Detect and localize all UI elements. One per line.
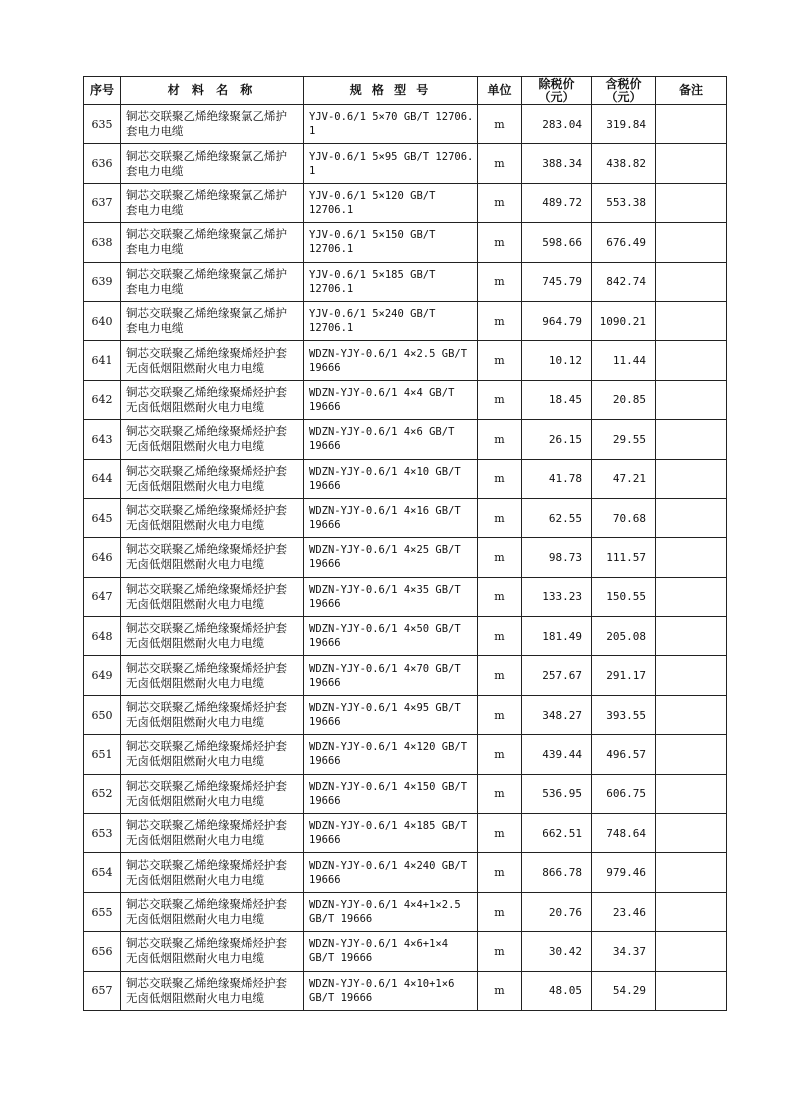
price-ex-tax: 20.76 bbox=[522, 892, 592, 931]
material-name-line: 套电力电缆 bbox=[126, 321, 184, 336]
row-number: 635 bbox=[84, 105, 121, 144]
row-number: 647 bbox=[84, 577, 121, 616]
table-row bbox=[84, 932, 727, 971]
price-inc-tax: 11.44 bbox=[592, 341, 656, 380]
row-number: 652 bbox=[84, 774, 121, 813]
spec-model-line: 19666 bbox=[309, 597, 341, 610]
row-number: 646 bbox=[84, 538, 121, 577]
spec-model-line: 19666 bbox=[309, 519, 341, 532]
spec-model-line: GB/T 19666 bbox=[309, 913, 373, 925]
note bbox=[656, 577, 727, 616]
unit: m bbox=[478, 262, 522, 301]
note bbox=[656, 853, 727, 892]
material-name bbox=[121, 183, 304, 222]
table-row bbox=[84, 853, 727, 892]
unit: m bbox=[478, 853, 522, 892]
table-row bbox=[84, 892, 727, 931]
spec-model-line: 19666 bbox=[309, 558, 341, 571]
material-name-line: 铜芯交联聚乙烯绝缘聚烯烃护套 bbox=[126, 503, 287, 518]
note bbox=[656, 380, 727, 419]
row-number: 653 bbox=[84, 814, 121, 853]
price-table bbox=[83, 76, 727, 1011]
price-ex-tax: 181.49 bbox=[522, 617, 592, 656]
spec-model-line: 12706.1 bbox=[309, 243, 354, 256]
material-name bbox=[121, 735, 304, 774]
material-name bbox=[121, 301, 304, 340]
material-name-line: 铜芯交联聚乙烯绝缘聚氯乙烯护 bbox=[126, 187, 287, 202]
note bbox=[656, 892, 727, 931]
table-row bbox=[84, 498, 727, 537]
price-ex-tax: 48.05 bbox=[522, 971, 592, 1010]
material-name-line: 无卤低烟阻燃耐火电力电缆 bbox=[126, 360, 264, 375]
spec-model-line: WDZN-YJY-0.6/1 4×70 GB/T bbox=[309, 662, 461, 675]
spec-model-line: 19666 bbox=[309, 755, 341, 768]
row-number: 655 bbox=[84, 892, 121, 931]
table-row bbox=[84, 971, 727, 1010]
material-name bbox=[121, 617, 304, 656]
price-ex-tax: 10.12 bbox=[522, 341, 592, 380]
spec-model-line: 19666 bbox=[309, 794, 341, 807]
unit: m bbox=[478, 774, 522, 813]
row-number: 651 bbox=[84, 735, 121, 774]
unit: m bbox=[478, 301, 522, 340]
price-ex-tax: 964.79 bbox=[522, 301, 592, 340]
material-name-line: 套电力电缆 bbox=[126, 202, 184, 217]
material-name-line: 铜芯交联聚乙烯绝缘聚烯烃护套 bbox=[126, 857, 287, 872]
price-ex-tax: 283.04 bbox=[522, 105, 592, 144]
row-number: 636 bbox=[84, 144, 121, 183]
table-row bbox=[84, 459, 727, 498]
material-name-line: 无卤低烟阻燃耐火电力电缆 bbox=[126, 636, 264, 651]
note bbox=[656, 695, 727, 734]
unit: m bbox=[478, 498, 522, 537]
note bbox=[656, 498, 727, 537]
table-row bbox=[84, 420, 727, 459]
unit: m bbox=[478, 695, 522, 734]
material-name-line: 无卤低烟阻燃耐火电力电缆 bbox=[126, 557, 264, 572]
spec-model bbox=[304, 262, 478, 301]
material-name-line: 铜芯交联聚乙烯绝缘聚烯烃护套 bbox=[126, 818, 287, 833]
price-inc-tax: 70.68 bbox=[592, 498, 656, 537]
spec-model-line: GB/T 19666 bbox=[309, 952, 373, 965]
material-name-line: 无卤低烟阻燃耐火电力电缆 bbox=[126, 833, 264, 848]
material-name-line: 铜芯交联聚乙烯绝缘聚氯乙烯护 bbox=[126, 227, 287, 242]
material-name-line: 铜芯交联聚乙烯绝缘聚烯烃护套 bbox=[126, 424, 287, 439]
material-name-line: 套电力电缆 bbox=[126, 163, 184, 178]
table-body bbox=[84, 105, 727, 1011]
header-no: 序号 bbox=[84, 77, 121, 105]
spec-model-line: WDZN-YJY-0.6/1 4×6+1×4 bbox=[309, 938, 449, 951]
material-name bbox=[121, 420, 304, 459]
note bbox=[656, 341, 727, 380]
material-name-line: 铜芯交联聚乙烯绝缘聚烯烃护套 bbox=[126, 975, 287, 990]
spec-model-line: WDZN-YJY-0.6/1 4×120 GB/T bbox=[309, 741, 468, 754]
material-name-line: 铜芯交联聚乙烯绝缘聚烯烃护套 bbox=[126, 581, 287, 596]
material-name bbox=[121, 105, 304, 144]
price-inc-tax: 1090.21 bbox=[592, 301, 656, 340]
price-inc-tax: 496.57 bbox=[592, 735, 656, 774]
price-ex-tax: 98.73 bbox=[522, 538, 592, 577]
material-name-line: 无卤低烟阻燃耐火电力电缆 bbox=[126, 478, 264, 493]
material-name bbox=[121, 774, 304, 813]
spec-model bbox=[304, 498, 478, 537]
price-ex-tax: 41.78 bbox=[522, 459, 592, 498]
spec-model bbox=[304, 735, 478, 774]
spec-model-line: 19666 bbox=[309, 479, 341, 492]
price-inc-tax: 54.29 bbox=[592, 971, 656, 1010]
material-name-line: 无卤低烟阻燃耐火电力电缆 bbox=[126, 872, 264, 887]
material-name-line: 无卤低烟阻燃耐火电力电缆 bbox=[126, 793, 264, 808]
unit: m bbox=[478, 617, 522, 656]
price-inc-tax: 47.21 bbox=[592, 459, 656, 498]
price-ex-tax: 866.78 bbox=[522, 853, 592, 892]
material-name bbox=[121, 932, 304, 971]
row-number: 645 bbox=[84, 498, 121, 537]
price-ex-tax: 348.27 bbox=[522, 695, 592, 734]
price-inc-tax: 748.64 bbox=[592, 814, 656, 853]
spec-model-line: WDZN-YJY-0.6/1 4×10+1×6 bbox=[309, 977, 455, 990]
price-ex-tax: 133.23 bbox=[522, 577, 592, 616]
material-name-line: 无卤低烟阻燃耐火电力电缆 bbox=[126, 715, 264, 730]
price-inc-tax: 291.17 bbox=[592, 656, 656, 695]
spec-model-line: 19666 bbox=[309, 361, 341, 374]
note bbox=[656, 183, 727, 222]
unit: m bbox=[478, 341, 522, 380]
row-number: 640 bbox=[84, 301, 121, 340]
material-name-line: 铜芯交联聚乙烯绝缘聚烯烃护套 bbox=[126, 384, 287, 399]
row-number: 637 bbox=[84, 183, 121, 222]
material-name bbox=[121, 498, 304, 537]
unit: m bbox=[478, 380, 522, 419]
material-name-line: 铜芯交联聚乙烯绝缘聚烯烃护套 bbox=[126, 345, 287, 360]
header-price-ex-tax-line2: （元） bbox=[538, 89, 575, 104]
price-inc-tax: 111.57 bbox=[592, 538, 656, 577]
price-inc-tax: 606.75 bbox=[592, 774, 656, 813]
row-number: 650 bbox=[84, 695, 121, 734]
spec-model-line: WDZN-YJY-0.6/1 4×150 GB/T bbox=[309, 780, 468, 793]
row-number: 641 bbox=[84, 341, 121, 380]
material-name bbox=[121, 577, 304, 616]
spec-model-line: WDZN-YJY-0.6/1 4×10 GB/T bbox=[309, 465, 461, 478]
unit: m bbox=[478, 577, 522, 616]
table-row bbox=[84, 656, 727, 695]
header-price-inc-tax-line2: （元） bbox=[605, 89, 642, 104]
material-name bbox=[121, 971, 304, 1010]
table-row bbox=[84, 695, 727, 734]
spec-model-line: YJV-0.6/1 5×120 GB/T bbox=[309, 189, 436, 202]
table-row bbox=[84, 735, 727, 774]
material-name-line: 套电力电缆 bbox=[126, 281, 184, 296]
spec-model-line: WDZN-YJY-0.6/1 4×185 GB/T bbox=[309, 820, 468, 833]
material-name bbox=[121, 853, 304, 892]
material-name-line: 无卤低烟阻燃耐火电力电缆 bbox=[126, 754, 264, 769]
price-inc-tax: 23.46 bbox=[592, 892, 656, 931]
spec-model-line: YJV-0.6/1 5×95 GB/T 12706.1 bbox=[309, 150, 474, 177]
material-name-line: 无卤低烟阻燃耐火电力电缆 bbox=[126, 951, 264, 966]
table-row bbox=[84, 617, 727, 656]
note bbox=[656, 971, 727, 1010]
price-ex-tax: 388.34 bbox=[522, 144, 592, 183]
row-number: 644 bbox=[84, 459, 121, 498]
material-name-line: 铜芯交联聚乙烯绝缘聚烯烃护套 bbox=[126, 897, 287, 911]
material-name bbox=[121, 695, 304, 734]
material-name-line: 铜芯交联聚乙烯绝缘聚氯乙烯护 bbox=[126, 266, 287, 281]
unit: m bbox=[478, 538, 522, 577]
header-note: 备注 bbox=[656, 77, 727, 105]
table-row bbox=[84, 577, 727, 616]
price-ex-tax: 62.55 bbox=[522, 498, 592, 537]
spec-model-line: 12706.1 bbox=[309, 282, 354, 295]
row-number: 656 bbox=[84, 932, 121, 971]
spec-model bbox=[304, 814, 478, 853]
material-name bbox=[121, 380, 304, 419]
material-name bbox=[121, 144, 304, 183]
material-name-line: 套电力电缆 bbox=[126, 124, 184, 139]
note bbox=[656, 223, 727, 262]
note bbox=[656, 932, 727, 971]
material-name bbox=[121, 459, 304, 498]
spec-model bbox=[304, 853, 478, 892]
row-number: 642 bbox=[84, 380, 121, 419]
row-number: 657 bbox=[84, 971, 121, 1010]
material-name-line: 无卤低烟阻燃耐火电力电缆 bbox=[126, 675, 264, 690]
spec-model bbox=[304, 577, 478, 616]
spec-model bbox=[304, 301, 478, 340]
material-name-line: 无卤低烟阻燃耐火电力电缆 bbox=[126, 596, 264, 611]
spec-model bbox=[304, 656, 478, 695]
material-name-line: 铜芯交联聚乙烯绝缘聚烯烃护套 bbox=[126, 621, 287, 636]
spec-model-line: 19666 bbox=[309, 440, 341, 453]
note bbox=[656, 262, 727, 301]
unit: m bbox=[478, 814, 522, 853]
unit: m bbox=[478, 971, 522, 1010]
price-ex-tax: 257.67 bbox=[522, 656, 592, 695]
spec-model-line: YJV-0.6/1 5×150 GB/T bbox=[309, 229, 436, 242]
spec-model-line: 19666 bbox=[309, 637, 341, 650]
table-row bbox=[84, 538, 727, 577]
price-inc-tax: 438.82 bbox=[592, 144, 656, 183]
table-row bbox=[84, 380, 727, 419]
price-ex-tax: 30.42 bbox=[522, 932, 592, 971]
price-ex-tax: 662.51 bbox=[522, 814, 592, 853]
spec-model bbox=[304, 341, 478, 380]
material-name bbox=[121, 656, 304, 695]
row-number: 639 bbox=[84, 262, 121, 301]
spec-model-line: WDZN-YJY-0.6/1 4×4+1×2.5 bbox=[309, 899, 461, 911]
spec-model-line: YJV-0.6/1 5×185 GB/T bbox=[309, 268, 436, 281]
spec-model-line: WDZN-YJY-0.6/1 4×95 GB/T bbox=[309, 702, 461, 715]
unit: m bbox=[478, 105, 522, 144]
material-name bbox=[121, 814, 304, 853]
price-inc-tax: 150.55 bbox=[592, 577, 656, 616]
price-ex-tax: 489.72 bbox=[522, 183, 592, 222]
spec-model bbox=[304, 617, 478, 656]
spec-model bbox=[304, 538, 478, 577]
spec-model bbox=[304, 380, 478, 419]
price-inc-tax: 842.74 bbox=[592, 262, 656, 301]
note bbox=[656, 735, 727, 774]
unit: m bbox=[478, 459, 522, 498]
material-name-line: 铜芯交联聚乙烯绝缘聚氯乙烯护 bbox=[126, 306, 287, 321]
price-inc-tax: 29.55 bbox=[592, 420, 656, 459]
spec-model bbox=[304, 971, 478, 1010]
spec-model bbox=[304, 774, 478, 813]
material-name-line: 铜芯交联聚乙烯绝缘聚烯烃护套 bbox=[126, 700, 287, 715]
spec-model bbox=[304, 223, 478, 262]
note bbox=[656, 617, 727, 656]
spec-model-line: 19666 bbox=[309, 400, 341, 413]
table-row bbox=[84, 774, 727, 813]
spec-model-line: WDZN-YJY-0.6/1 4×4 GB/T bbox=[309, 386, 455, 399]
note bbox=[656, 144, 727, 183]
unit: m bbox=[478, 144, 522, 183]
note bbox=[656, 814, 727, 853]
price-ex-tax: 18.45 bbox=[522, 380, 592, 419]
spec-model-line: YJV-0.6/1 5×70 GB/T 12706.1 bbox=[309, 111, 474, 138]
header-price-ex-tax-line1: 除税价 bbox=[538, 76, 575, 91]
unit: m bbox=[478, 892, 522, 931]
material-name-line: 铜芯交联聚乙烯绝缘聚烯烃护套 bbox=[126, 778, 287, 793]
header-name: 材 料 名 称 bbox=[121, 77, 304, 105]
note bbox=[656, 656, 727, 695]
material-name-line: 无卤低烟阻燃耐火电力电缆 bbox=[126, 399, 264, 414]
price-ex-tax: 439.44 bbox=[522, 735, 592, 774]
note bbox=[656, 538, 727, 577]
unit: m bbox=[478, 735, 522, 774]
spec-model-line: 19666 bbox=[309, 873, 341, 886]
spec-model-line: WDZN-YJY-0.6/1 4×35 GB/T bbox=[309, 583, 461, 596]
price-ex-tax: 598.66 bbox=[522, 223, 592, 262]
spec-model bbox=[304, 420, 478, 459]
header-price-inc-tax-line1: 含税价 bbox=[605, 76, 642, 91]
price-ex-tax: 536.95 bbox=[522, 774, 592, 813]
price-inc-tax: 979.46 bbox=[592, 853, 656, 892]
spec-model-line: 12706.1 bbox=[309, 322, 354, 335]
material-name-line: 套电力电缆 bbox=[126, 242, 184, 257]
spec-model bbox=[304, 105, 478, 144]
table-row bbox=[84, 262, 727, 301]
unit: m bbox=[478, 183, 522, 222]
unit: m bbox=[478, 932, 522, 971]
price-inc-tax: 34.37 bbox=[592, 932, 656, 971]
table-row bbox=[84, 301, 727, 340]
price-inc-tax: 393.55 bbox=[592, 695, 656, 734]
unit: m bbox=[478, 420, 522, 459]
header-spec: 规 格 型 号 bbox=[304, 77, 478, 105]
spec-model-line: WDZN-YJY-0.6/1 4×6 GB/T bbox=[309, 426, 455, 439]
spec-model-line: 19666 bbox=[309, 834, 341, 847]
material-name-line: 铜芯交联聚乙烯绝缘聚氯乙烯护 bbox=[126, 148, 287, 163]
header-row bbox=[84, 77, 727, 105]
material-name-line: 无卤低烟阻燃耐火电力电缆 bbox=[126, 990, 264, 1005]
table-row bbox=[84, 814, 727, 853]
note bbox=[656, 774, 727, 813]
material-name-line: 铜芯交联聚乙烯绝缘聚烯烃护套 bbox=[126, 660, 287, 675]
material-name-line: 无卤低烟阻燃耐火电力电缆 bbox=[126, 518, 264, 533]
spec-model-line: WDZN-YJY-0.6/1 4×240 GB/T bbox=[309, 859, 468, 872]
table-row bbox=[84, 223, 727, 262]
note bbox=[656, 301, 727, 340]
spec-model-line: GB/T 19666 bbox=[309, 991, 373, 1004]
spec-model-line: WDZN-YJY-0.6/1 4×25 GB/T bbox=[309, 544, 461, 557]
spec-model bbox=[304, 459, 478, 498]
material-name bbox=[121, 538, 304, 577]
material-name bbox=[121, 892, 304, 931]
spec-model-line: WDZN-YJY-0.6/1 4×50 GB/T bbox=[309, 623, 461, 636]
price-inc-tax: 553.38 bbox=[592, 183, 656, 222]
price-inc-tax: 20.85 bbox=[592, 380, 656, 419]
table-row bbox=[84, 341, 727, 380]
material-name bbox=[121, 262, 304, 301]
material-name-line: 铜芯交联聚乙烯绝缘聚烯烃护套 bbox=[126, 463, 287, 478]
spec-model bbox=[304, 932, 478, 971]
note bbox=[656, 420, 727, 459]
row-number: 638 bbox=[84, 223, 121, 262]
spec-model-line: WDZN-YJY-0.6/1 4×16 GB/T bbox=[309, 505, 461, 518]
spec-model-line: 12706.1 bbox=[309, 203, 354, 216]
header-price-inc-tax bbox=[592, 77, 656, 105]
material-name-line: 铜芯交联聚乙烯绝缘聚烯烃护套 bbox=[126, 542, 287, 557]
table-row bbox=[84, 144, 727, 183]
row-number: 654 bbox=[84, 853, 121, 892]
spec-model bbox=[304, 144, 478, 183]
material-name-line: 铜芯交联聚乙烯绝缘聚烯烃护套 bbox=[126, 739, 287, 754]
spec-model-line: 19666 bbox=[309, 716, 341, 729]
price-ex-tax: 26.15 bbox=[522, 420, 592, 459]
header-unit: 单位 bbox=[478, 77, 522, 105]
table-row bbox=[84, 183, 727, 222]
spec-model-line: WDZN-YJY-0.6/1 4×2.5 GB/T bbox=[309, 347, 468, 360]
material-name bbox=[121, 341, 304, 380]
spec-model-line: 19666 bbox=[309, 676, 341, 689]
note bbox=[656, 459, 727, 498]
table-row bbox=[84, 105, 727, 144]
row-number: 649 bbox=[84, 656, 121, 695]
material-name-line: 铜芯交联聚乙烯绝缘聚氯乙烯护 bbox=[126, 109, 287, 124]
row-number: 648 bbox=[84, 617, 121, 656]
note bbox=[656, 105, 727, 144]
material-name-line: 铜芯交联聚乙烯绝缘聚烯烃护套 bbox=[126, 936, 287, 951]
spec-model bbox=[304, 892, 478, 931]
header-price-ex-tax bbox=[522, 77, 592, 105]
unit: m bbox=[478, 656, 522, 695]
material-name bbox=[121, 223, 304, 262]
material-name-line: 无卤低烟阻燃耐火电力电缆 bbox=[126, 912, 264, 926]
price-ex-tax: 745.79 bbox=[522, 262, 592, 301]
unit: m bbox=[478, 223, 522, 262]
spec-model-line: YJV-0.6/1 5×240 GB/T bbox=[309, 308, 436, 321]
spec-model bbox=[304, 183, 478, 222]
row-number: 643 bbox=[84, 420, 121, 459]
spec-model bbox=[304, 695, 478, 734]
material-name-line: 无卤低烟阻燃耐火电力电缆 bbox=[126, 439, 264, 454]
price-inc-tax: 205.08 bbox=[592, 617, 656, 656]
price-inc-tax: 319.84 bbox=[592, 105, 656, 144]
price-inc-tax: 676.49 bbox=[592, 223, 656, 262]
